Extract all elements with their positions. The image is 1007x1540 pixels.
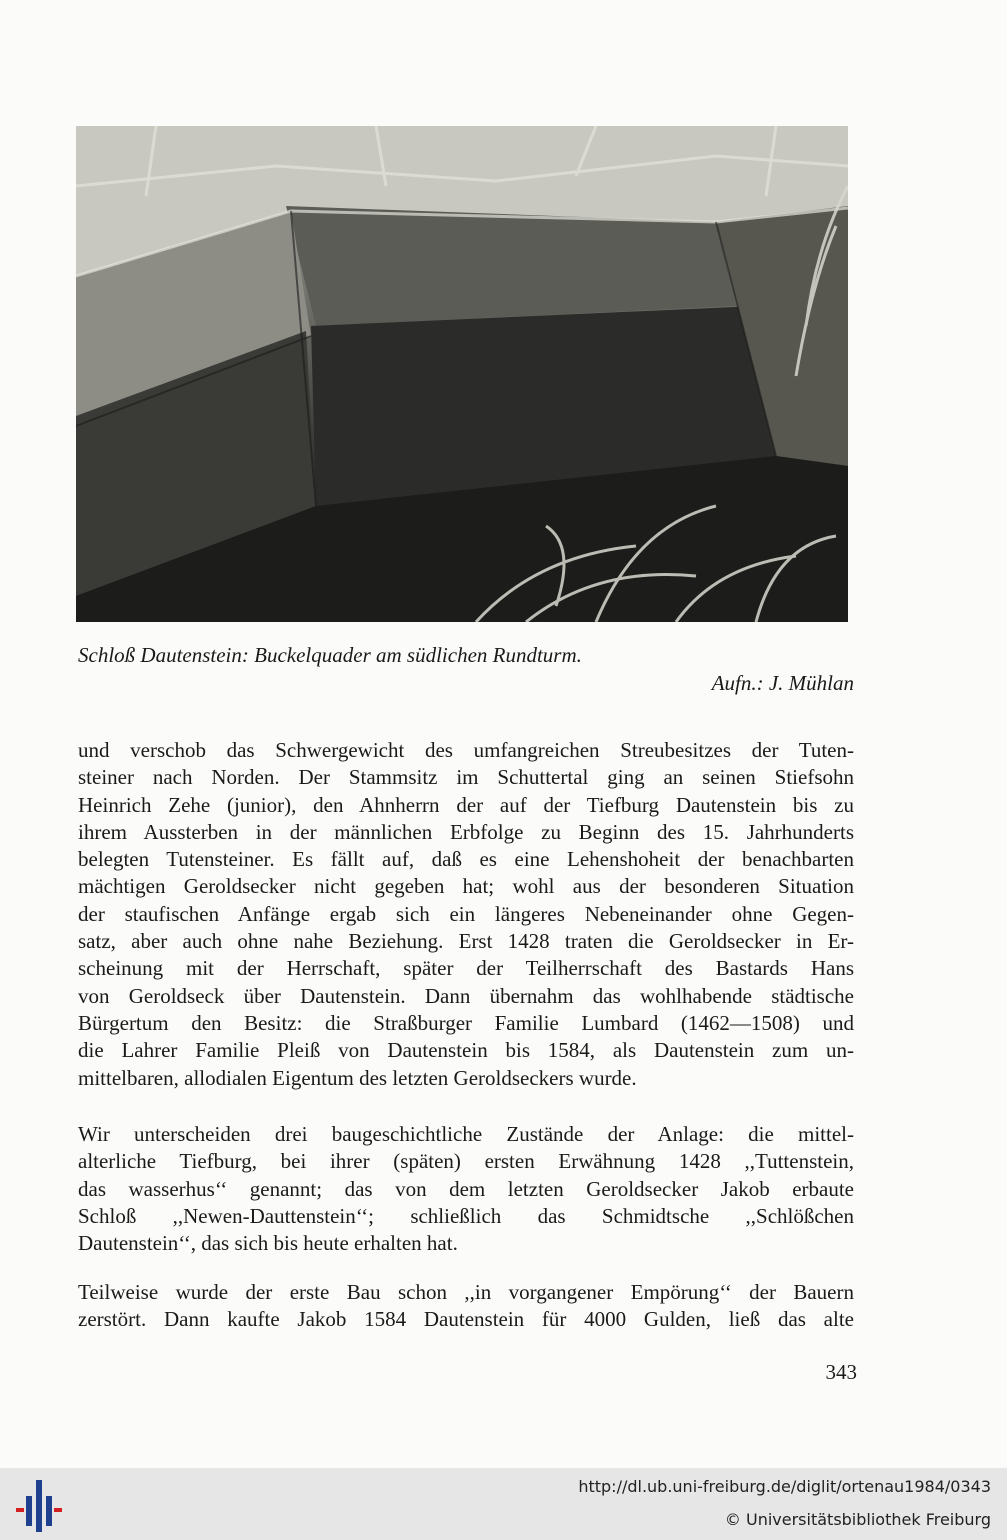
text-line: Heinrich Zehe (junior), den Ahnherrn der auf der Tiefburg Dautenstein bis zu bbox=[78, 792, 854, 817]
text-line: Teilweise wurde der erste Bau schon ,,in vorgangener Empörung‘‘ der Bauern bbox=[78, 1280, 854, 1304]
footer-copyright: © Universitätsbibliothek Freiburg bbox=[724, 1510, 991, 1529]
text-line: das wasserhus‘‘ genannt; das von dem letzten Geroldsecker Jakob erbaute bbox=[78, 1176, 854, 1201]
text-line: steiner nach Norden. Der Stammsitz im Schuttertal ging an seinen Stiefsohn bbox=[78, 765, 854, 790]
text-line: alterliche Tiefburg, bei ihrer (späten) ersten Erwähnung 1428 ,,Tuttenstein, bbox=[78, 1149, 854, 1174]
ub-freiburg-logo-icon bbox=[14, 1478, 64, 1534]
page-number: 343 bbox=[825, 1360, 857, 1384]
footer-url-link[interactable]: http://dl.ub.uni-freiburg.de/diglit/ortenau1984/0343 bbox=[578, 1477, 991, 1496]
paragraph-2 bbox=[78, 1121, 854, 1257]
text-line: der staufischen Anfänge ergab sich ein längeres Nebeneinander ohne Gegen- bbox=[78, 901, 854, 926]
photo-caption: Schloß Dautenstein: Buckelquader am südlichen Rundturm. bbox=[78, 643, 582, 667]
text-line: mächtigen Geroldsecker nicht gegeben hat; wohl aus der besonderen Situation bbox=[78, 874, 854, 899]
footer-bar bbox=[0, 1468, 1007, 1540]
text-line: Bürgertum den Besitz: die Straßburger Familie Lumbard (1462—1508) und bbox=[78, 1010, 854, 1035]
paragraph-1 bbox=[78, 737, 854, 1092]
text-line: satz, aber auch ohne nahe Beziehung. Erst 1428 traten die Geroldsecker in Er- bbox=[78, 929, 854, 954]
text-line: mittelbaren, allodialen Eigentum des letzten Geroldseckers wurde. bbox=[78, 1065, 637, 1090]
text-line: Schloß ,,Newen-Dauttenstein‘‘; schließlich das Schmidtsche ,,Schlößchen bbox=[78, 1203, 854, 1228]
text-line: Dautenstein‘‘, das sich bis heute erhalten hat. bbox=[78, 1231, 458, 1256]
stone-wall-photo-icon bbox=[76, 126, 848, 622]
photograph bbox=[76, 126, 848, 622]
text-line: von Geroldseck über Dautenstein. Dann übernahm das wohlhabende städtische bbox=[78, 983, 854, 1008]
text-line: und verschob das Schwergewicht des umfangreichen Streubesitzes der Tuten- bbox=[78, 738, 854, 762]
paragraph-3 bbox=[78, 1279, 854, 1334]
text-line: belegten Tutensteiner. Es fällt auf, daß es eine Lehenshoheit der benachbarten bbox=[78, 847, 854, 872]
text-line: die Lahrer Familie Pleiß von Dautenstein bis 1584, als Dautenstein zum un- bbox=[78, 1038, 854, 1063]
text-line: zerstört. Dann kaufte Jakob 1584 Dautenstein für 4000 Gulden, ließ das alte bbox=[78, 1307, 854, 1332]
text-line: scheinung mit der Herrschaft, später der Teilherrschaft des Bastards Hans bbox=[78, 956, 854, 981]
photo-credit: Aufn.: J. Mühlan bbox=[711, 671, 854, 695]
text-line: ihrem Aussterben in der männlichen Erbfolge zu Beginn des 15. Jahrhunderts bbox=[78, 819, 854, 844]
text-line: Wir unterscheiden drei baugeschichtliche Zustände der Anlage: die mittel- bbox=[78, 1122, 854, 1146]
